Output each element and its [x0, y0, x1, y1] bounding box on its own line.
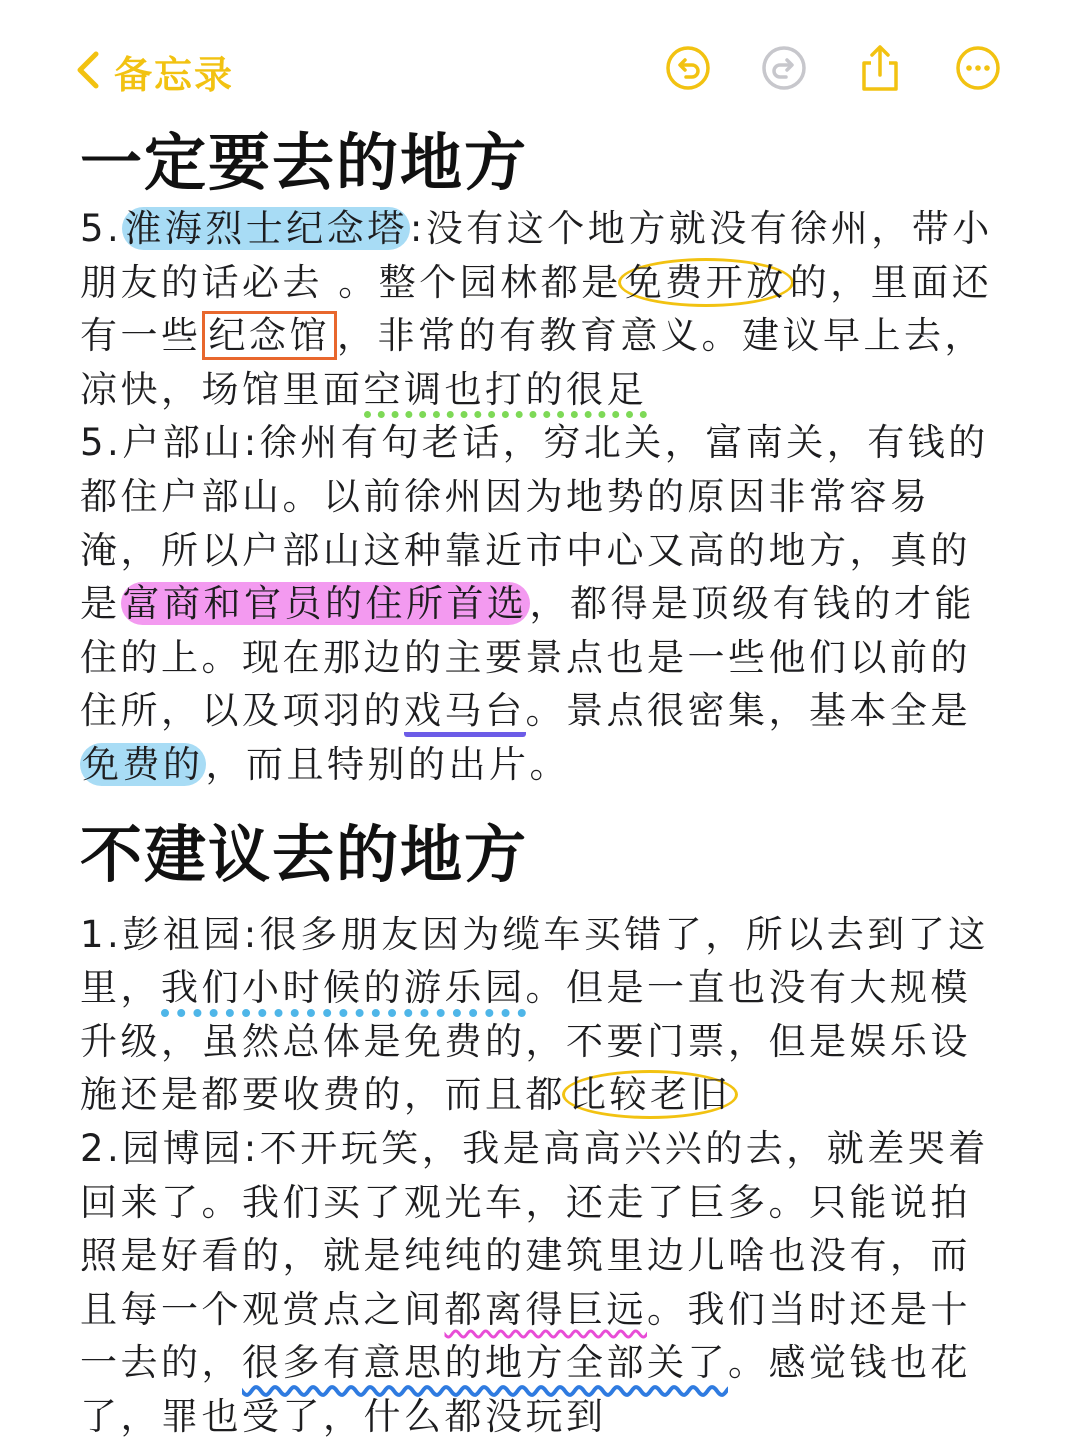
- dotted-underline: 我们小时候的游乐园: [161, 966, 526, 1017]
- more-icon: [955, 45, 1001, 95]
- paragraph-yuanboyuan: 2.园博园:不开玩笑，我是高高兴兴的去，就差哭着回来了。我们买了观光车，还走了巨多。只能说拍照是好看的，就是纯纯的建筑里边儿啥也没有，而且每一个观赏点之间都离得巨远。我们当时还是十一去的，很多有意思的地方全部关了。感觉钱也花了，罪也受了，什么都没玩到: [80, 1126, 989, 1438]
- share-button[interactable]: [856, 46, 904, 94]
- chevron-left-icon: [76, 50, 100, 94]
- section-title: 不建议去的地方: [80, 817, 529, 891]
- redo-icon: [761, 45, 807, 95]
- section-must-visit: [80, 124, 1010, 792]
- circle-annotation: 免费开放: [618, 258, 794, 307]
- share-icon: [857, 43, 903, 97]
- dotted-underline: 空调也打的很足: [364, 368, 648, 418]
- redo-button[interactable]: [760, 46, 808, 94]
- back-button[interactable]: [76, 44, 234, 99]
- section-title: 一定要去的地方: [80, 126, 529, 199]
- section-not-recommended: [80, 816, 1010, 1443]
- highlight-pink: 富商和官员的住所首选: [122, 582, 528, 626]
- purple-underline: 戏马台: [404, 689, 526, 737]
- circle-annotation: 比较老旧: [562, 1070, 738, 1119]
- more-button[interactable]: [954, 46, 1002, 94]
- wavy-underline: 都离得巨远: [444, 1287, 647, 1331]
- back-label: 备忘录: [114, 53, 235, 97]
- highlight-blue: 免费的: [82, 742, 204, 786]
- box-annotation: 纪念馆: [202, 311, 338, 360]
- paragraph-huaihai: 5.淮海烈士纪念塔:没有这个地方就没有徐州，带小朋友的话必去 。整个园林都是免费开放的，里面还有一些 纪念馆 ，非常的有教育意义。建议早上去，凉快，场馆里面空调也打的很足: [80, 202, 1010, 416]
- paragraph-hubushan: 5.户部山:徐州有句老话，穷北关，富南关，有钱的都住户部山。以前徐州因为地势的原因非常容易淹，所以户部山这种靠近市中心又高的地方，真的是富商和官员的住所首选，都得是顶级有钱的才能住的上。现在那边的主要景点也是一些他们以前的住所，以及项羽的戏马台。景点很密集，基本全是免费的，而且特别的出片。: [80, 421, 989, 786]
- highlight-blue: 淮海烈士纪念塔: [124, 207, 408, 250]
- loop-underline: 很多有意思的地方全部关了: [242, 1341, 728, 1385]
- undo-button[interactable]: [664, 46, 712, 94]
- paragraph-pengzuyuan: 1.彭祖园:很多朋友因为缆车买错了，所以去到了这里，我们小时候的游乐园。但是一直也没有大规模升级，虽然总体是免费的，不要门票，但是娱乐设施还是都要收费的，而且都比较老旧: [80, 908, 1010, 1122]
- undo-icon: [665, 45, 711, 95]
- nav-bar: [0, 0, 1080, 130]
- note-body[interactable]: [80, 124, 1010, 1443]
